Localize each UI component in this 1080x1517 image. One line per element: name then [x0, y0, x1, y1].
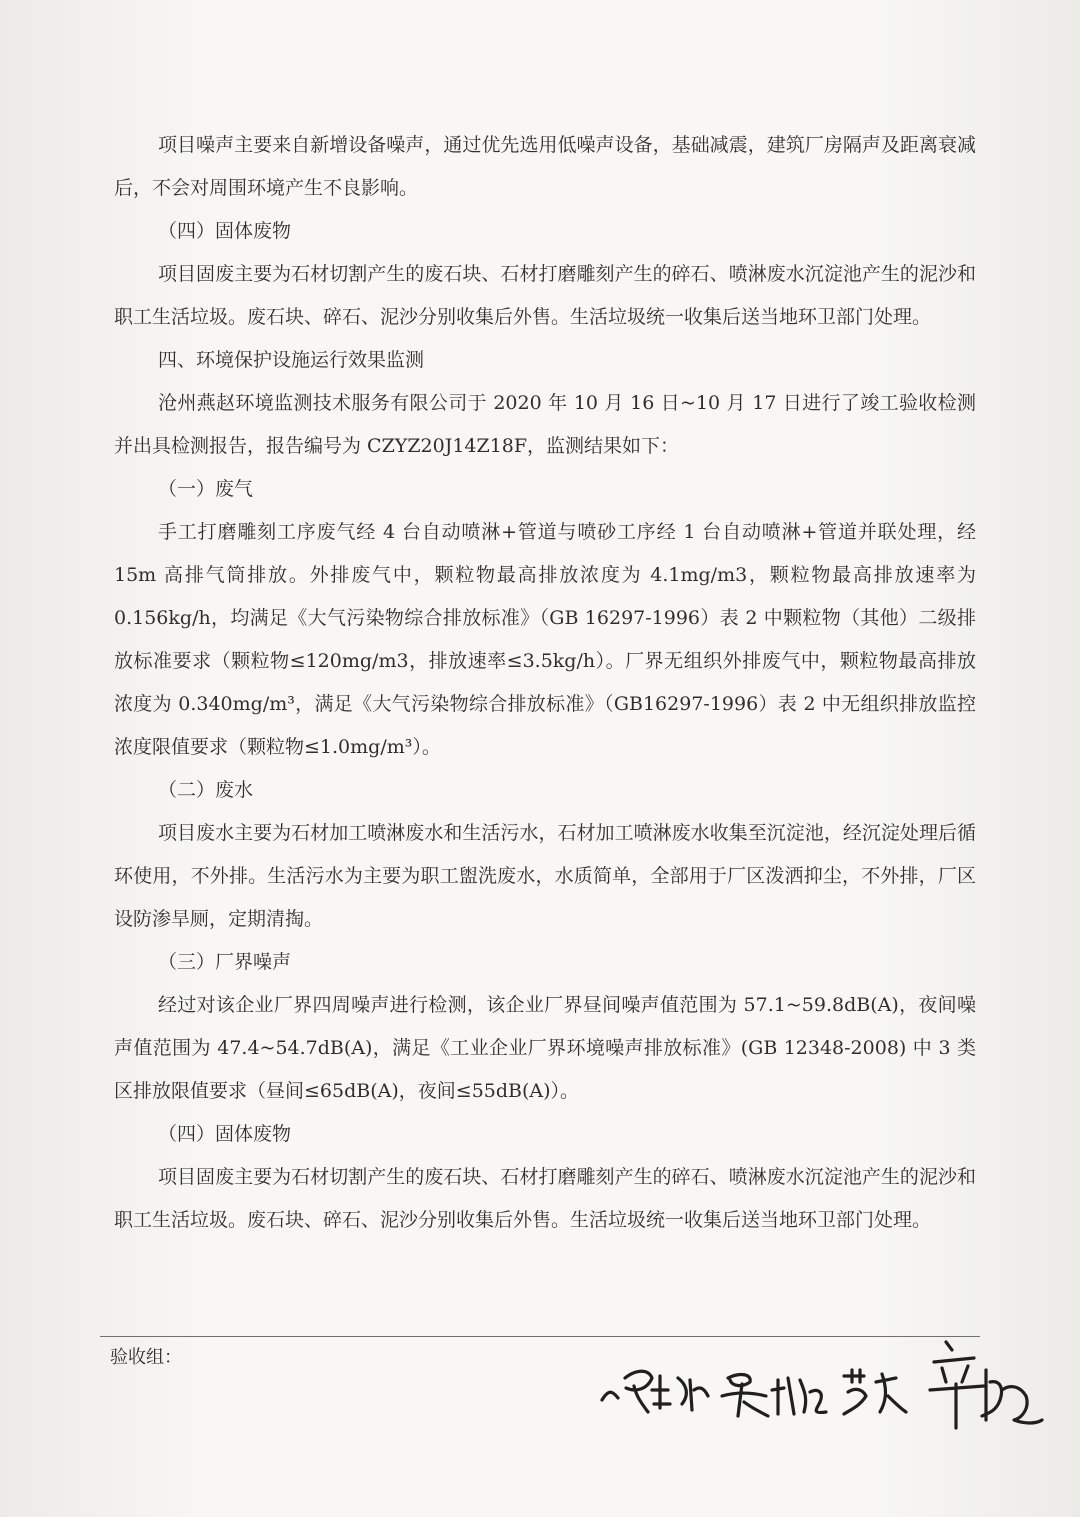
- signature-4: [930, 1342, 1042, 1428]
- signature-3: [844, 1370, 906, 1414]
- paragraph-waste-gas: 手工打磨雕刻工序废气经 4 台自动喷淋+管道与喷砂工序经 1 台自动喷淋+管道并联处理，经 15m 高排气筒排放。外排废气中，颗粒物最高排放浓度为 4.1mg/m3，颗粒物最高排放速率为 0.156kg/h，均满足《大气污染物综合排放标准》（GB 16297-1996）表 2 中颗粒物（其他）二级排放标准要求（颗粒物≤120mg/m3，排放速率≤3.5kg/h）。厂界无组织外排废气中，颗粒物最高排放浓度为 0.340mg/m³，满足《大气污染物综合排放标准》（GB16297-1996）表 2 中无组织排放监控浓度限值要求（颗粒物≤1.0mg/m³）。: [114, 521, 976, 758]
- section-heading-monitoring: 四、环境保护设施运行效果监测: [158, 349, 425, 371]
- heading-waste-water: （二）废水: [158, 779, 254, 801]
- heading-solid-waste-1: （四）固体废物: [158, 220, 292, 242]
- signature-1: [602, 1371, 708, 1412]
- heading-boundary-noise: （三）厂界噪声: [158, 951, 292, 973]
- acceptance-group-label: 验收组：: [110, 1347, 182, 1368]
- document-body: [114, 124, 976, 1242]
- heading-solid-waste-2: （四）固体废物: [158, 1123, 292, 1145]
- paragraph-solid-waste-2: 项目固废主要为石材切割产生的废石块、石材打磨雕刻产生的碎石、喷淋废水沉淀池产生的泥沙和职工生活垃圾。废石块、碎石、泥沙分别收集后外售。生活垃圾统一收集后送当地环卫部门处理。: [114, 1166, 976, 1231]
- paragraph-boundary-noise: 经过对该企业厂界四周噪声进行检测，该企业厂界昼间噪声值范围为 57.1~59.8dB(A)，夜间噪声值范围为 47.4~54.7dB(A)，满足《工业企业厂界环境噪声排放标准》(GB 12348-2008) 中 3 类区排放限值要求（昼间≤65dB(A)，夜间≤55dB(A)）。: [114, 994, 976, 1102]
- heading-waste-gas: （一）废气: [158, 478, 254, 500]
- handwritten-signatures: [590, 1320, 1050, 1440]
- paragraph-solid-waste-1: 项目固废主要为石材切割产生的废石块、石材打磨雕刻产生的碎石、喷淋废水沉淀池产生的泥沙和职工生活垃圾。废石块、碎石、泥沙分别收集后外售。生活垃圾统一收集后送当地环卫部门处理。: [114, 263, 976, 328]
- paragraph-noise-summary: 项目噪声主要来自新增设备噪声，通过优先选用低噪声设备，基础减震，建筑厂房隔声及距离衰减后，不会对周围环境产生不良影响。: [114, 134, 976, 199]
- paragraph-monitoring-intro: 沧州燕赵环境监测技术服务有限公司于 2020 年 10 月 16 日~10 月 17 日进行了竣工验收检测并出具检测报告，报告编号为 CZYZ20J14Z18F，监测结果如下：: [114, 392, 976, 457]
- signature-2: [722, 1375, 826, 1416]
- paragraph-waste-water: 项目废水主要为石材加工喷淋废水和生活污水，石材加工喷淋废水收集至沉淀池，经沉淀处理后循环使用，不外排。生活污水为主要为职工盥洗废水，水质简单，全部用于厂区泼洒抑尘，不外排，厂区设防渗旱厕，定期清掏。: [114, 822, 976, 930]
